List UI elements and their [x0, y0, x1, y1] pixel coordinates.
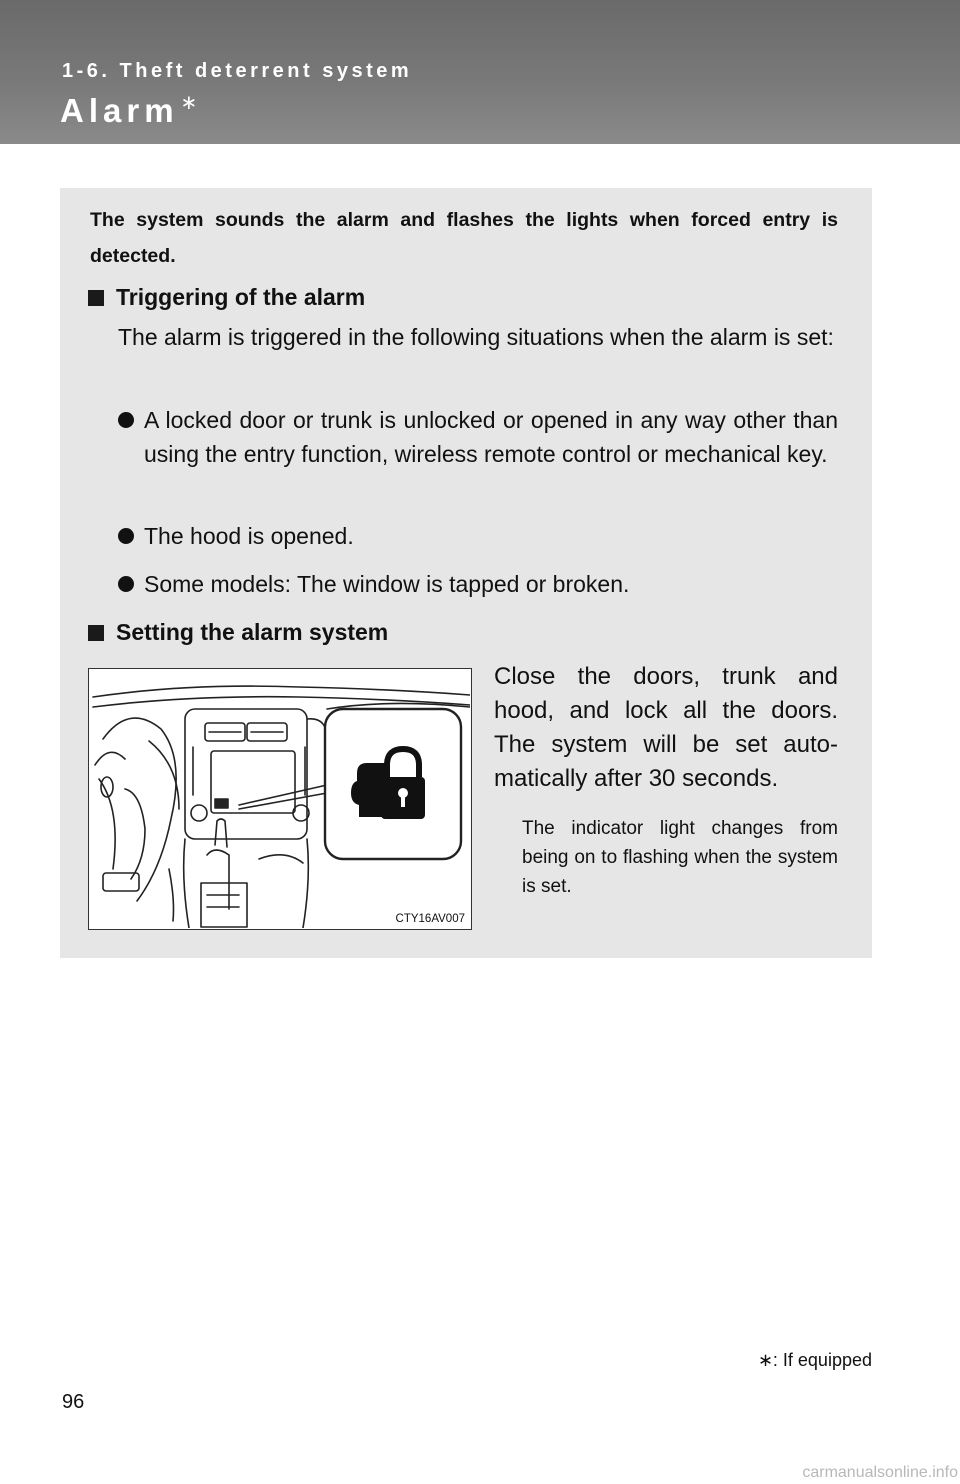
- intro-text: The system sounds the alarm and flashes the lights when forced entry is detected.: [90, 209, 838, 267]
- bullet-text: A locked door or trunk is unlocked or opened in any way other than using the entry function, wireless remote control or mechanical key.: [144, 407, 838, 467]
- bullet-item: [118, 403, 838, 471]
- page-title: [60, 92, 197, 130]
- footnote: ∗: If equipped: [757, 1350, 872, 1370]
- triggering-heading-text: Triggering of the alarm: [116, 284, 366, 310]
- setting-heading-text: Setting the alarm system: [116, 619, 389, 645]
- figure-code: CTY16AV007: [395, 913, 465, 925]
- setting-instructions: Close the doors, trunk and hood, and lock all the doors. The system will be set auto-matically after 30 seconds.: [494, 663, 838, 792]
- triggering-heading: [88, 284, 365, 311]
- dashboard-line-drawing: [89, 669, 470, 928]
- square-bullet-icon: [88, 625, 104, 641]
- page-header: [0, 0, 960, 144]
- bullet-text: Some models: The window is tapped or broken.: [144, 571, 630, 597]
- if-equipped-mark: ∗: [180, 92, 198, 114]
- setting-heading: [88, 619, 388, 646]
- page-number: 96: [62, 1391, 85, 1413]
- round-bullet-icon: [118, 412, 134, 428]
- round-bullet-icon: [118, 576, 134, 592]
- setting-note: The indicator light changes from being on to flashing when the system is set.: [522, 818, 838, 897]
- round-bullet-icon: [118, 528, 134, 544]
- dashboard-illustration: [88, 668, 472, 930]
- page-title-text: Alarm: [60, 92, 179, 129]
- bullet-text: The hood is opened.: [144, 523, 354, 549]
- square-bullet-icon: [88, 290, 104, 306]
- section-title: 1-6. Theft deterrent system: [62, 60, 413, 82]
- bullet-item: [118, 567, 838, 601]
- triggering-lead: The alarm is triggered in the following situations when the alarm is set:: [118, 324, 834, 350]
- watermark: carmanualsonline.info: [802, 1464, 958, 1481]
- bullet-item: [118, 519, 838, 553]
